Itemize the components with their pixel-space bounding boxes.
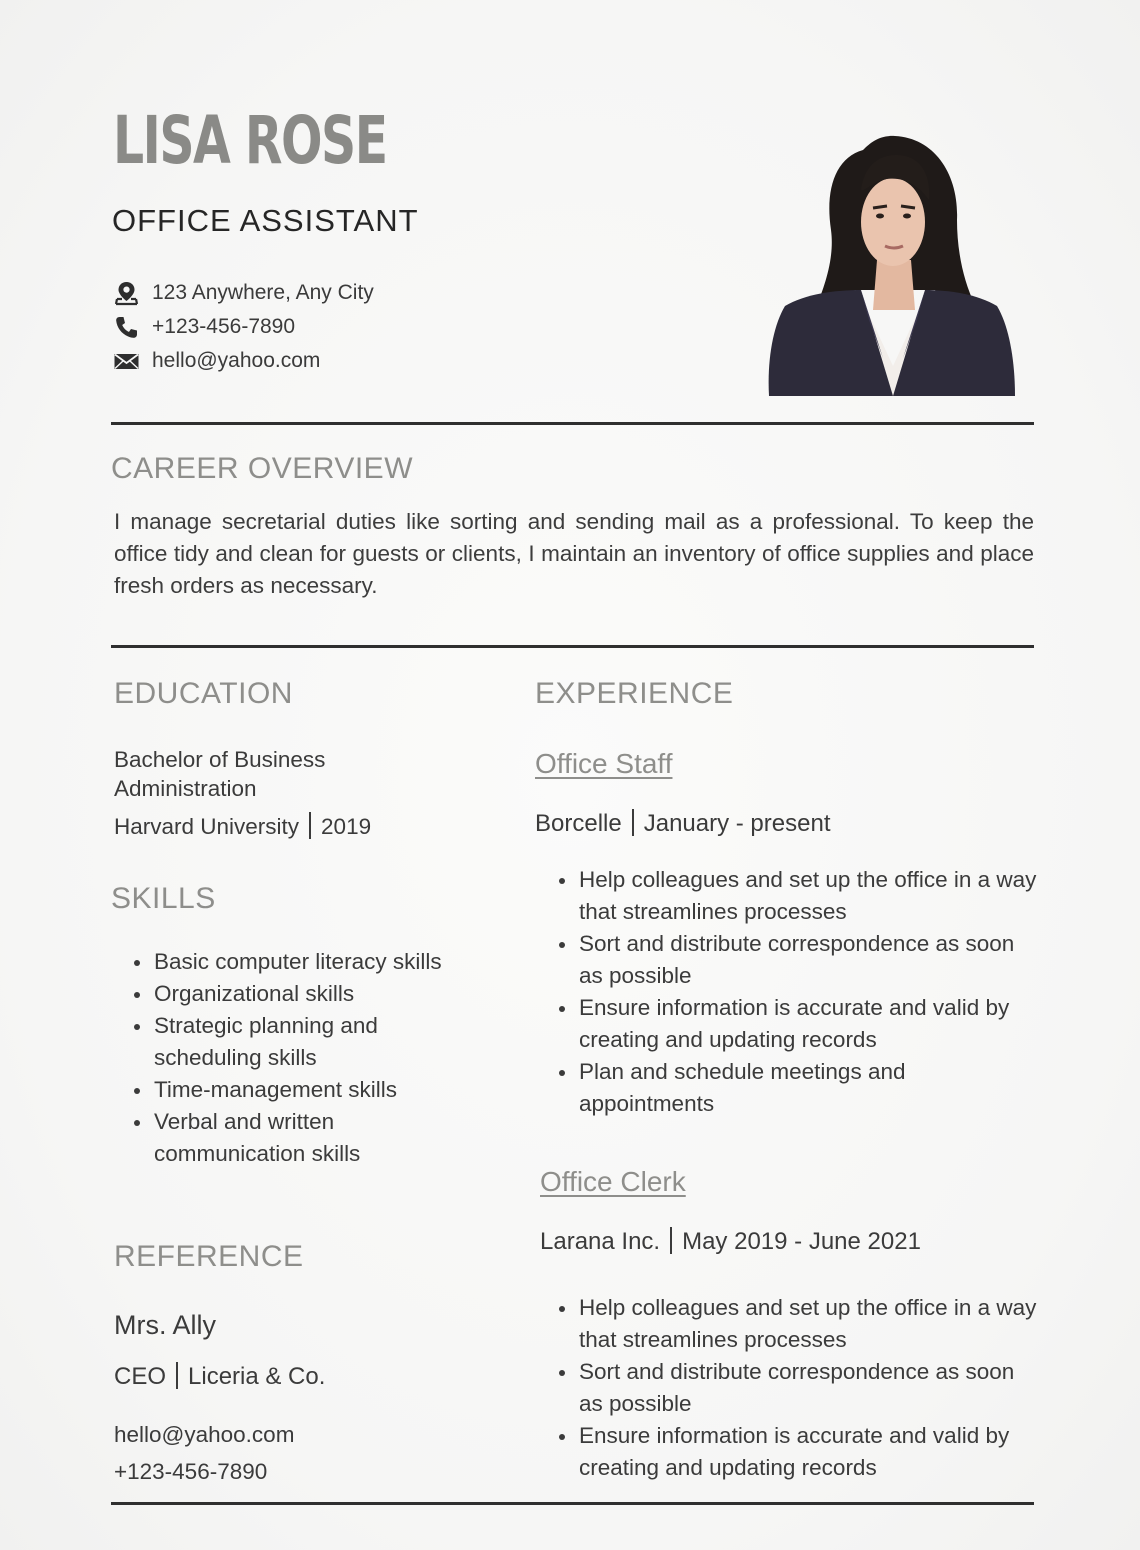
contact-phone: [113, 310, 374, 344]
reference-phone: +123-456-7890: [114, 1459, 268, 1484]
job-2-bullets: [539, 1292, 1039, 1484]
career-overview-text: I manage secretarial duties like sorting and sending mail as a professional. To keep the office tidy and clean for guests or clients, I maintain an inventory of office supplies and place fresh orders as necessary.: [114, 509, 1034, 598]
email-text: hello@yahoo.com: [152, 349, 321, 372]
job-1-meta: [535, 809, 830, 838]
list-item: Strategic planning and scheduling skills: [154, 1010, 484, 1074]
experience-heading: EXPERIENCE: [535, 677, 734, 710]
reference-contact: [114, 1416, 294, 1490]
career-overview-heading: CAREER OVERVIEW: [111, 452, 414, 485]
reference-name: Mrs. Ally: [114, 1310, 217, 1340]
job-1-company: Borcelle: [535, 810, 622, 837]
school-name: Harvard University: [114, 814, 300, 839]
phone-text: +123-456-7890: [152, 315, 296, 338]
phone-icon: [113, 314, 140, 341]
education-degree: [114, 745, 325, 803]
address-text: 123 Anywhere, Any City: [152, 281, 374, 304]
list-item: Verbal and written communication skills: [154, 1106, 484, 1170]
reference-email: hello@yahoo.com: [114, 1422, 295, 1447]
divider-middle: [111, 645, 1034, 648]
job-1-period: January - present: [643, 810, 831, 837]
reference-company: Liceria & Co.: [188, 1363, 326, 1390]
job-2-title: Office Clerk: [540, 1166, 686, 1197]
location-pin-icon: [113, 280, 140, 307]
list-item: Help colleagues and set up the office in a way that streamlines processes: [579, 1292, 1039, 1356]
reference-heading: REFERENCE: [114, 1240, 304, 1273]
education-school: [114, 812, 371, 840]
skills-list: [114, 946, 484, 1170]
list-item: Help colleagues and set up the office in a way that streamlines processes: [579, 864, 1039, 928]
list-item: Organizational skills: [154, 978, 484, 1010]
job-1-title: Office Staff: [535, 748, 673, 779]
list-item: Ensure information is accurate and valid by creating and updating records: [579, 992, 1039, 1056]
separator: [309, 812, 311, 839]
profile-photo: [765, 130, 1017, 396]
list-item: Ensure information is accurate and valid by creating and updating records: [579, 1420, 1039, 1484]
contact-address: [113, 276, 374, 310]
contact-email: [113, 344, 374, 378]
job-1-bullets: [539, 864, 1039, 1120]
job-2-period: May 2019 - June 2021: [682, 1228, 921, 1255]
contact-info: [113, 276, 374, 378]
divider-top: [111, 422, 1034, 425]
separator: [176, 1362, 178, 1389]
degree-line-1: Bachelor of Business: [114, 747, 326, 772]
degree-line-2: Administration: [114, 776, 257, 801]
list-item: Basic computer literacy skills: [154, 946, 484, 978]
candidate-name: LISA ROSE: [113, 102, 387, 179]
separator: [670, 1227, 672, 1254]
list-item: Sort and distribute correspondence as soon as possible: [579, 928, 1039, 992]
envelope-icon: [113, 348, 140, 375]
skills-heading: SKILLS: [111, 882, 216, 915]
job-title-heading: OFFICE ASSISTANT: [112, 203, 419, 238]
divider-bottom: [111, 1502, 1034, 1505]
reference-title: CEO: [114, 1363, 167, 1390]
graduation-year: 2019: [321, 814, 372, 839]
list-item: Time-management skills: [154, 1074, 484, 1106]
separator: [632, 809, 634, 836]
education-heading: EDUCATION: [114, 677, 293, 710]
job-2-company: Larana Inc.: [540, 1228, 661, 1255]
list-item: Plan and schedule meetings and appointments: [579, 1056, 1039, 1120]
reference-role: [114, 1362, 325, 1391]
job-2-meta: [540, 1227, 921, 1256]
list-item: Sort and distribute correspondence as soon as possible: [579, 1356, 1039, 1420]
